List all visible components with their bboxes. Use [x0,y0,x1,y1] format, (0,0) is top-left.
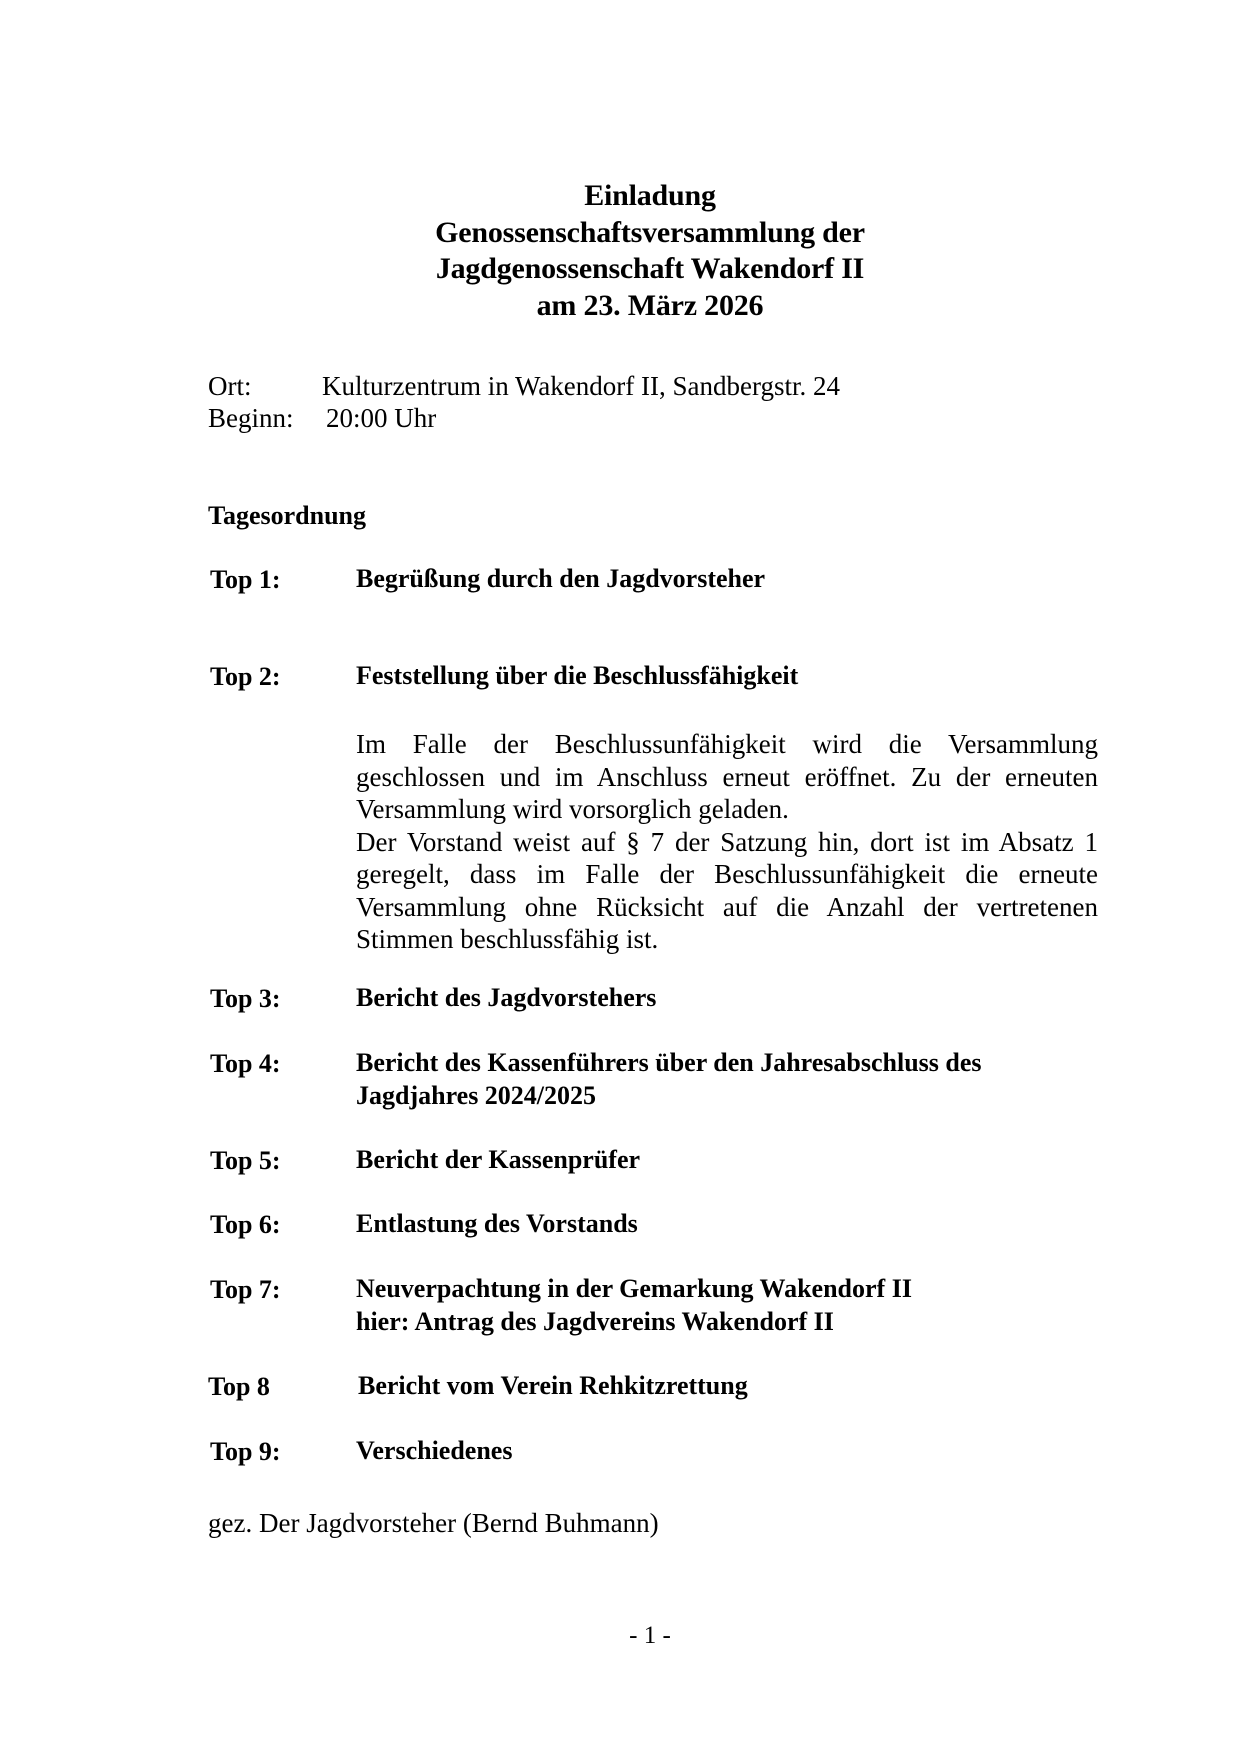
start-label: Beginn: [208,403,294,433]
agenda-item-title-line: Bericht des Jagdvorstehers [356,983,657,1012]
agenda-item-title-line: Neuverpachtung in der Gemarkung Wakendorf II [356,1274,912,1303]
agenda-item-title-line: hier: Antrag des Jagdvereins Wakendorf II [356,1307,834,1336]
agenda-item-title [358,1369,748,1402]
agenda-item-label: Top 7: [210,1275,281,1304]
agenda-item-label: Top 3: [210,984,281,1013]
agenda-item-label: Top 5: [210,1146,281,1175]
document-title [0,178,1240,324]
agenda-item-label: Top 2: [210,662,281,691]
agenda-item-title [356,1143,640,1176]
agenda-item-title [356,659,798,692]
agenda-item-title-line: Feststellung über die Beschlussfähigkeit [356,661,799,690]
agenda-item-title [356,981,656,1014]
agenda-item-title-line: Jagdjahres 2024/2025 [356,1081,597,1110]
description-paragraph: Der Vorstand weist auf § 7 der Satzung hin, dort ist im Absatz 1 geregelt, dass im Falle der Beschlussunfähigkeit die erneute Versammlung ohne Rücksicht auf die Anzahl der vertretenen Stimmen beschlussfähig ist. [356,826,1098,954]
agenda-item-label: Top 9: [210,1437,281,1466]
title-line-date: am 23. März 2026 [536,288,764,322]
start-row [208,402,437,434]
agenda-item-title [356,1272,912,1338]
signature: gez. Der Jagdvorsteher (Bernd Buhmann) [208,1508,659,1538]
title-line-assembly: Genossenschaftsversammlung der [435,215,865,249]
agenda-item-description [356,728,1098,956]
agenda-item-title [356,562,765,595]
page-number: - 1 - [629,1622,671,1649]
start-value: 20:00 Uhr [326,403,437,433]
agenda-item-title-line: Entlastung des Vorstands [356,1209,638,1238]
agenda-item-title [356,1207,638,1240]
agenda-item-title-line: Verschiedenes [356,1436,513,1465]
agenda-item-title-line: Bericht vom Verein Rehkitzrettung [358,1371,748,1400]
description-paragraph: Im Falle der Beschlussunfähigkeit wird die Versammlung geschlossen und im Anschluss erneut eröffnet. Zu der erneuten Versammlung wird vorsorglich geladen. [356,729,1098,824]
agenda-item-title-line: Bericht der Kassenprüfer [356,1145,641,1174]
agenda-item-label: Top 6: [210,1210,281,1239]
location-label: Ort: [208,371,252,401]
title-line-association: Jagdgenossenschaft Wakendorf II [435,252,865,285]
location-value: Kulturzentrum in Wakendorf II, Sandbergstr. 24 [322,371,840,401]
agenda-item-label: Top 1: [210,565,281,594]
agenda-item-title-line: Begrüßung durch den Jagdvorsteher [356,564,766,593]
agenda-item-label: Top 8 [208,1372,270,1401]
agenda-item-title [356,1046,982,1112]
title-line-invitation: Einladung [584,179,716,212]
location-row [208,370,840,402]
agenda-item-title-line: Bericht des Kassenführers über den Jahresabschluss des [356,1048,982,1077]
agenda-item-title [356,1434,512,1467]
agenda-heading: Tagesordnung [208,501,366,530]
agenda-item-label: Top 4: [210,1049,281,1078]
